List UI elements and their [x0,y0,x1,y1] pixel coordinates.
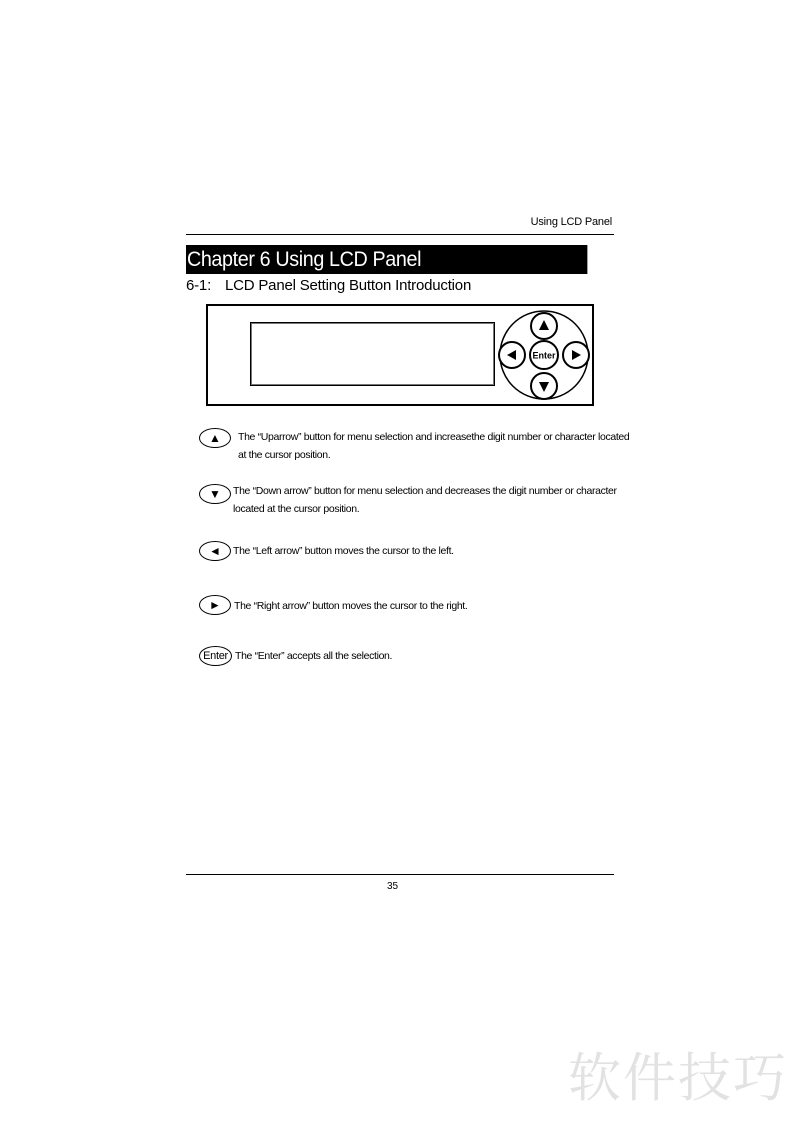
panel-enter-button [530,341,558,369]
panel-up-button [531,313,557,339]
footer-rule [186,874,614,875]
right-arrow-icon: ► [199,595,231,615]
description-line: The “Enter” accepts all the selection. [235,650,393,662]
description-line: The “Right arrow” button moves the cursor to the right. [234,600,468,612]
up-arrow-icon: ▲ [199,428,231,448]
page-number: 35 [386,881,399,892]
description-line: at the cursor position. [238,449,331,461]
left-arrow-icon: ◄ [199,541,231,561]
description-line: The “Left arrow” button moves the cursor to the left. [233,545,454,557]
section-number: 6-1: [186,277,212,294]
lcd-button-cluster [496,307,592,403]
panel-right-button [563,342,589,368]
chapter-title: Chapter 6 Using LCD Panel [186,245,587,274]
section-title: LCD Panel Setting Button Introduction [225,277,472,294]
down-arrow-icon: ▼ [199,484,231,504]
running-header: Using LCD Panel [530,216,612,228]
enter-key-icon: Enter [199,646,232,666]
lcd-screen [250,322,495,386]
panel-down-button [531,373,557,399]
section-heading [186,277,471,294]
header-rule [186,234,614,235]
description-line: The “Down arrow” button for menu selection and decreases the digit number or character [233,485,617,497]
panel-left-button [499,342,525,368]
watermark: 软件技巧 [568,1048,788,1109]
description-line: The “Uparrow” button for menu selection and increasethe digit number or character located [238,431,630,443]
panel-enter-label: Enter [532,350,556,361]
description-line: located at the cursor position. [233,503,360,515]
